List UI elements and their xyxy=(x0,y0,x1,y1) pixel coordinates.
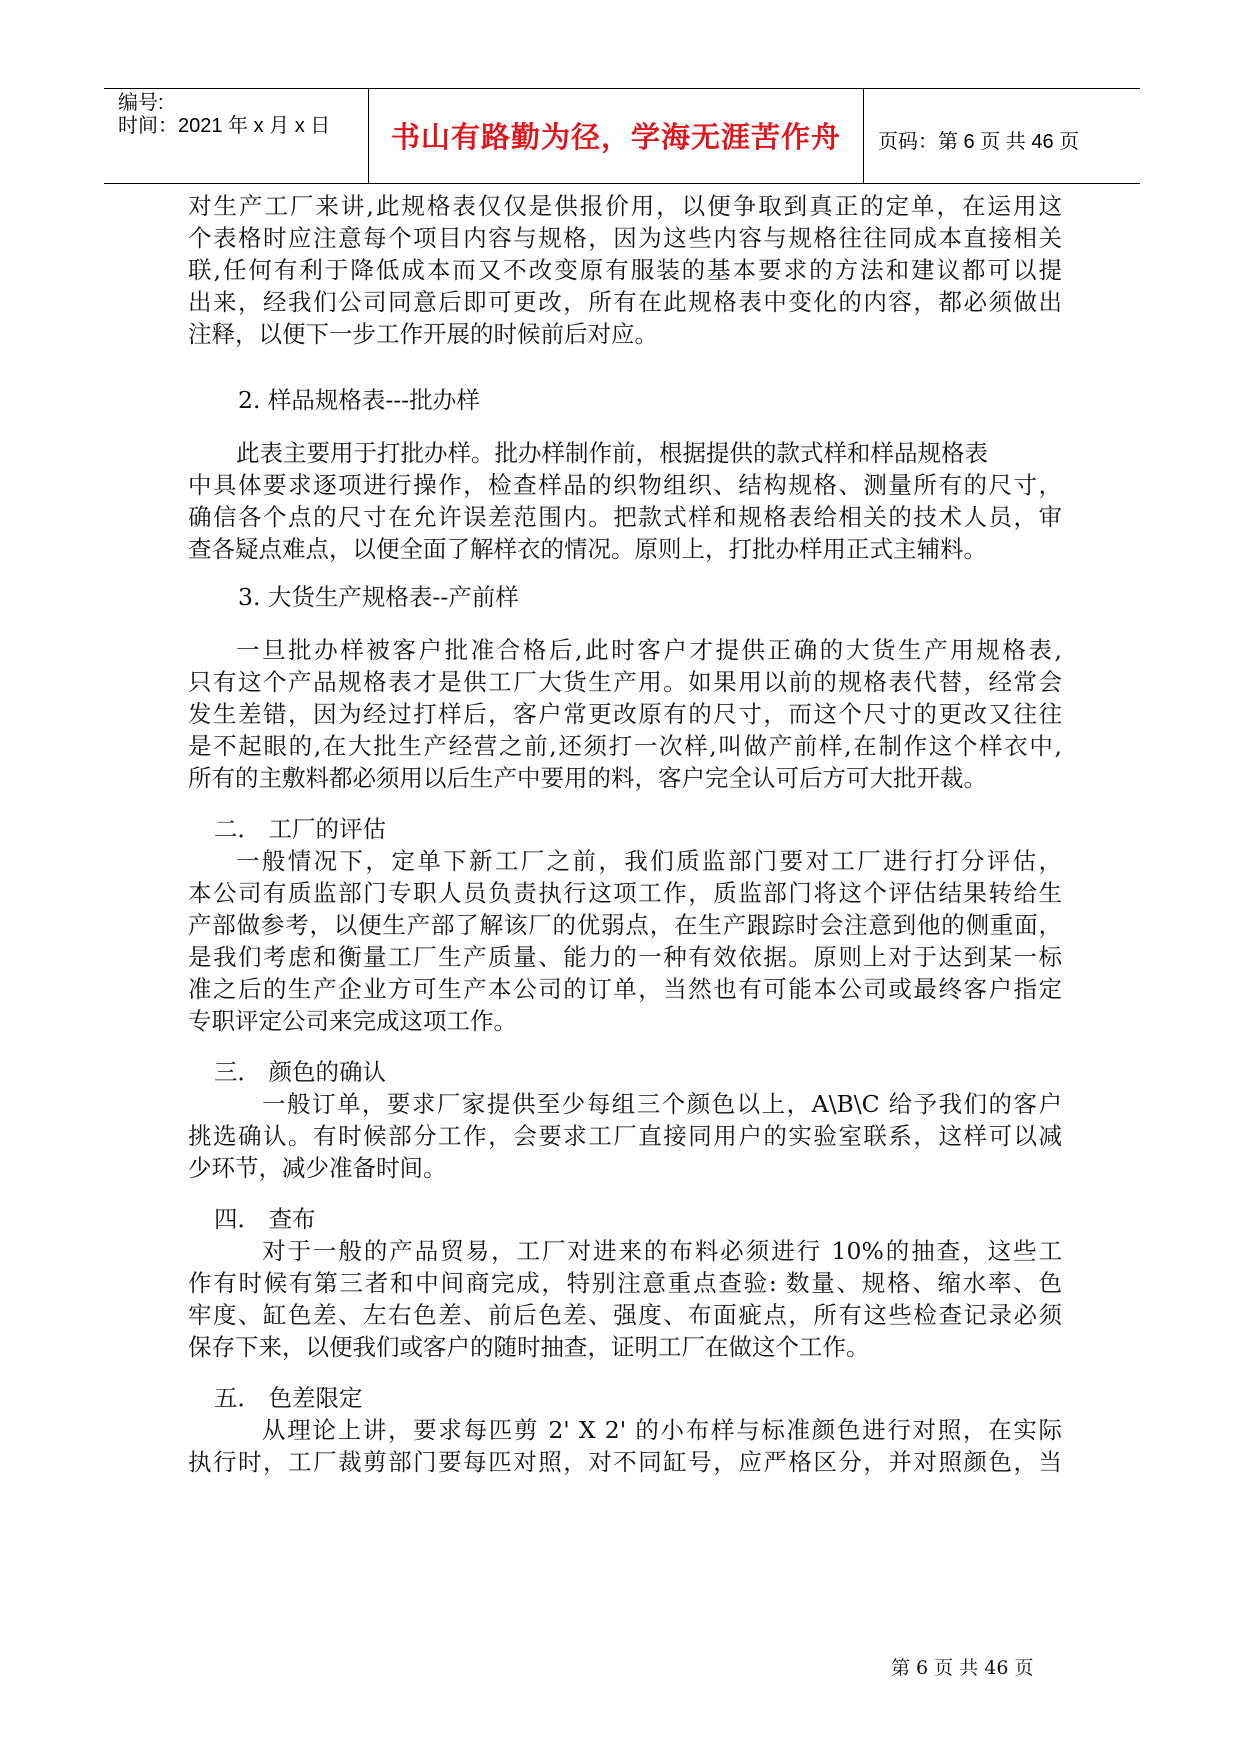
header-motto-cell xyxy=(369,89,864,183)
section-heading: 2. 样品规格表---批办样 xyxy=(238,386,480,414)
paragraph-line: 牢度、缸色差、左右色差、前后色差、强度、布面疵点，所有这些检查记录必须 xyxy=(188,1301,1062,1329)
paragraph-line: 查各疑点难点，以便全面了解样衣的情况。原则上，打批办样用正式主辅料。 xyxy=(188,535,987,563)
paragraph-line: 一般情况下，定单下新工厂之前，我们质监部门要对工厂进行打分评估， xyxy=(236,847,1062,875)
paragraph-line: 挑选确认。有时候部分工作，会要求工厂直接同用户的实验室联系，这样可以减 xyxy=(188,1122,1062,1150)
paragraph-line: 保存下来，以便我们或客户的随时抽查，证明工厂在做这个工作。 xyxy=(188,1333,870,1361)
paragraph-line: 一旦批办样被客户批准合格后,此时客户才提供正确的大货生产用规格表, xyxy=(236,636,1062,664)
document-header xyxy=(104,88,1140,184)
section-heading: 二． 工厂的评估 xyxy=(214,815,386,843)
paragraph-line: 本公司有质监部门专职人员负责执行这项工作，质监部门将这个评估结果转给生 xyxy=(188,879,1062,907)
paragraph-line: 只有这个产品规格表才是供工厂大货生产用。如果用以前的规格表代替，经常会 xyxy=(188,668,1062,696)
section-heading: 五． 色差限定 xyxy=(214,1384,363,1412)
paragraph-line: 少环节，减少准备时间。 xyxy=(188,1154,447,1182)
paragraph-line: 个表格时应注意每个项目内容与规格，因为这些内容与规格往往同成本直接相关 xyxy=(188,224,1062,252)
section-heading: 3. 大货生产规格表--产前样 xyxy=(238,583,519,611)
paragraph-line: 从理论上讲，要求每匹剪 2' X 2' 的小布样与标准颜色进行对照，在实际 xyxy=(262,1416,1062,1444)
header-page-number: 页码：第 6 页 共 46 页 xyxy=(878,131,1080,153)
paragraph-line: 准之后的生产企业方可生产本公司的订单，当然也有可能本公司或最终客户指定 xyxy=(188,975,1062,1003)
document-time-label: 时间：2021 年 x 月 x 日 xyxy=(118,115,331,137)
paragraph-line: 专职评定公司来完成这项工作。 xyxy=(188,1007,517,1035)
paragraph-line: 是我们考虑和衡量工厂生产质量、能力的一种有效依据。原则上对于达到某一标 xyxy=(188,943,1062,971)
paragraph-line: 所有的主敷料都必须用以后生产中要用的料，客户完全认可后方可大批开裁。 xyxy=(188,764,987,792)
header-page-cell xyxy=(864,89,1140,183)
paragraph-line: 产部做参考，以便生产部了解该厂的优弱点，在生产跟踪时会注意到他的侧重面， xyxy=(188,911,1062,939)
document-number-label: 编号: xyxy=(118,92,164,114)
paragraph-line: 中具体要求逐项进行操作，检查样品的织物组织、结构规格、测量所有的尺寸， xyxy=(188,471,1062,499)
paragraph-line: 联,任何有利于降低成本而又不改变原有服装的基本要求的方法和建议都可以提 xyxy=(188,256,1062,284)
paragraph-line: 此表主要用于打批办样。批办样制作前，根据提供的款式样和样品规格表 xyxy=(236,439,988,467)
paragraph-line: 执行时，工厂裁剪部门要每匹对照，对不同缸号，应严格区分，并对照颜色，当 xyxy=(188,1448,1062,1476)
paragraph-line: 出来，经我们公司同意后即可更改，所有在此规格表中变化的内容，都必须做出 xyxy=(188,288,1062,316)
paragraph-line: 作有时候有第三者和中间商完成，特别注意重点查验: 数量、规格、缩水率、色 xyxy=(188,1269,1062,1297)
section-heading: 四． 查布 xyxy=(214,1205,316,1233)
paragraph-line: 对于一般的产品贸易，工厂对进来的布料必须进行 10%的抽查，这些工 xyxy=(262,1237,1062,1265)
header-info-cell xyxy=(104,89,369,183)
paragraph-line: 是不起眼的,在大批生产经营之前,还须打一次样,叫做产前样,在制作这个样衣中, xyxy=(188,732,1062,760)
paragraph-line: 确信各个点的尺寸在允许误差范围内。把款式样和规格表给相关的技术人员，审 xyxy=(188,503,1062,531)
paragraph-line: 一般订单，要求厂家提供至少每组三个颜色以上，A\B\C 给予我们的客户 xyxy=(262,1090,1062,1118)
paragraph-line: 对生产工厂来讲,此规格表仅仅是供报价用，以便争取到真正的定单，在运用这 xyxy=(188,192,1062,220)
paragraph-line: 发生差错，因为经过打样后，客户常更改原有的尺寸，而这个尺寸的更改又往往 xyxy=(188,700,1062,728)
header-motto: 书山有路勤为径，学海无涯苦作舟 xyxy=(390,120,841,154)
paragraph-line: 注释，以便下一步工作开展的时候前后对应。 xyxy=(188,320,658,348)
page-footer: 第 6 页 共 46 页 xyxy=(891,1657,1034,1679)
section-heading: 三． 颜色的确认 xyxy=(214,1058,386,1086)
